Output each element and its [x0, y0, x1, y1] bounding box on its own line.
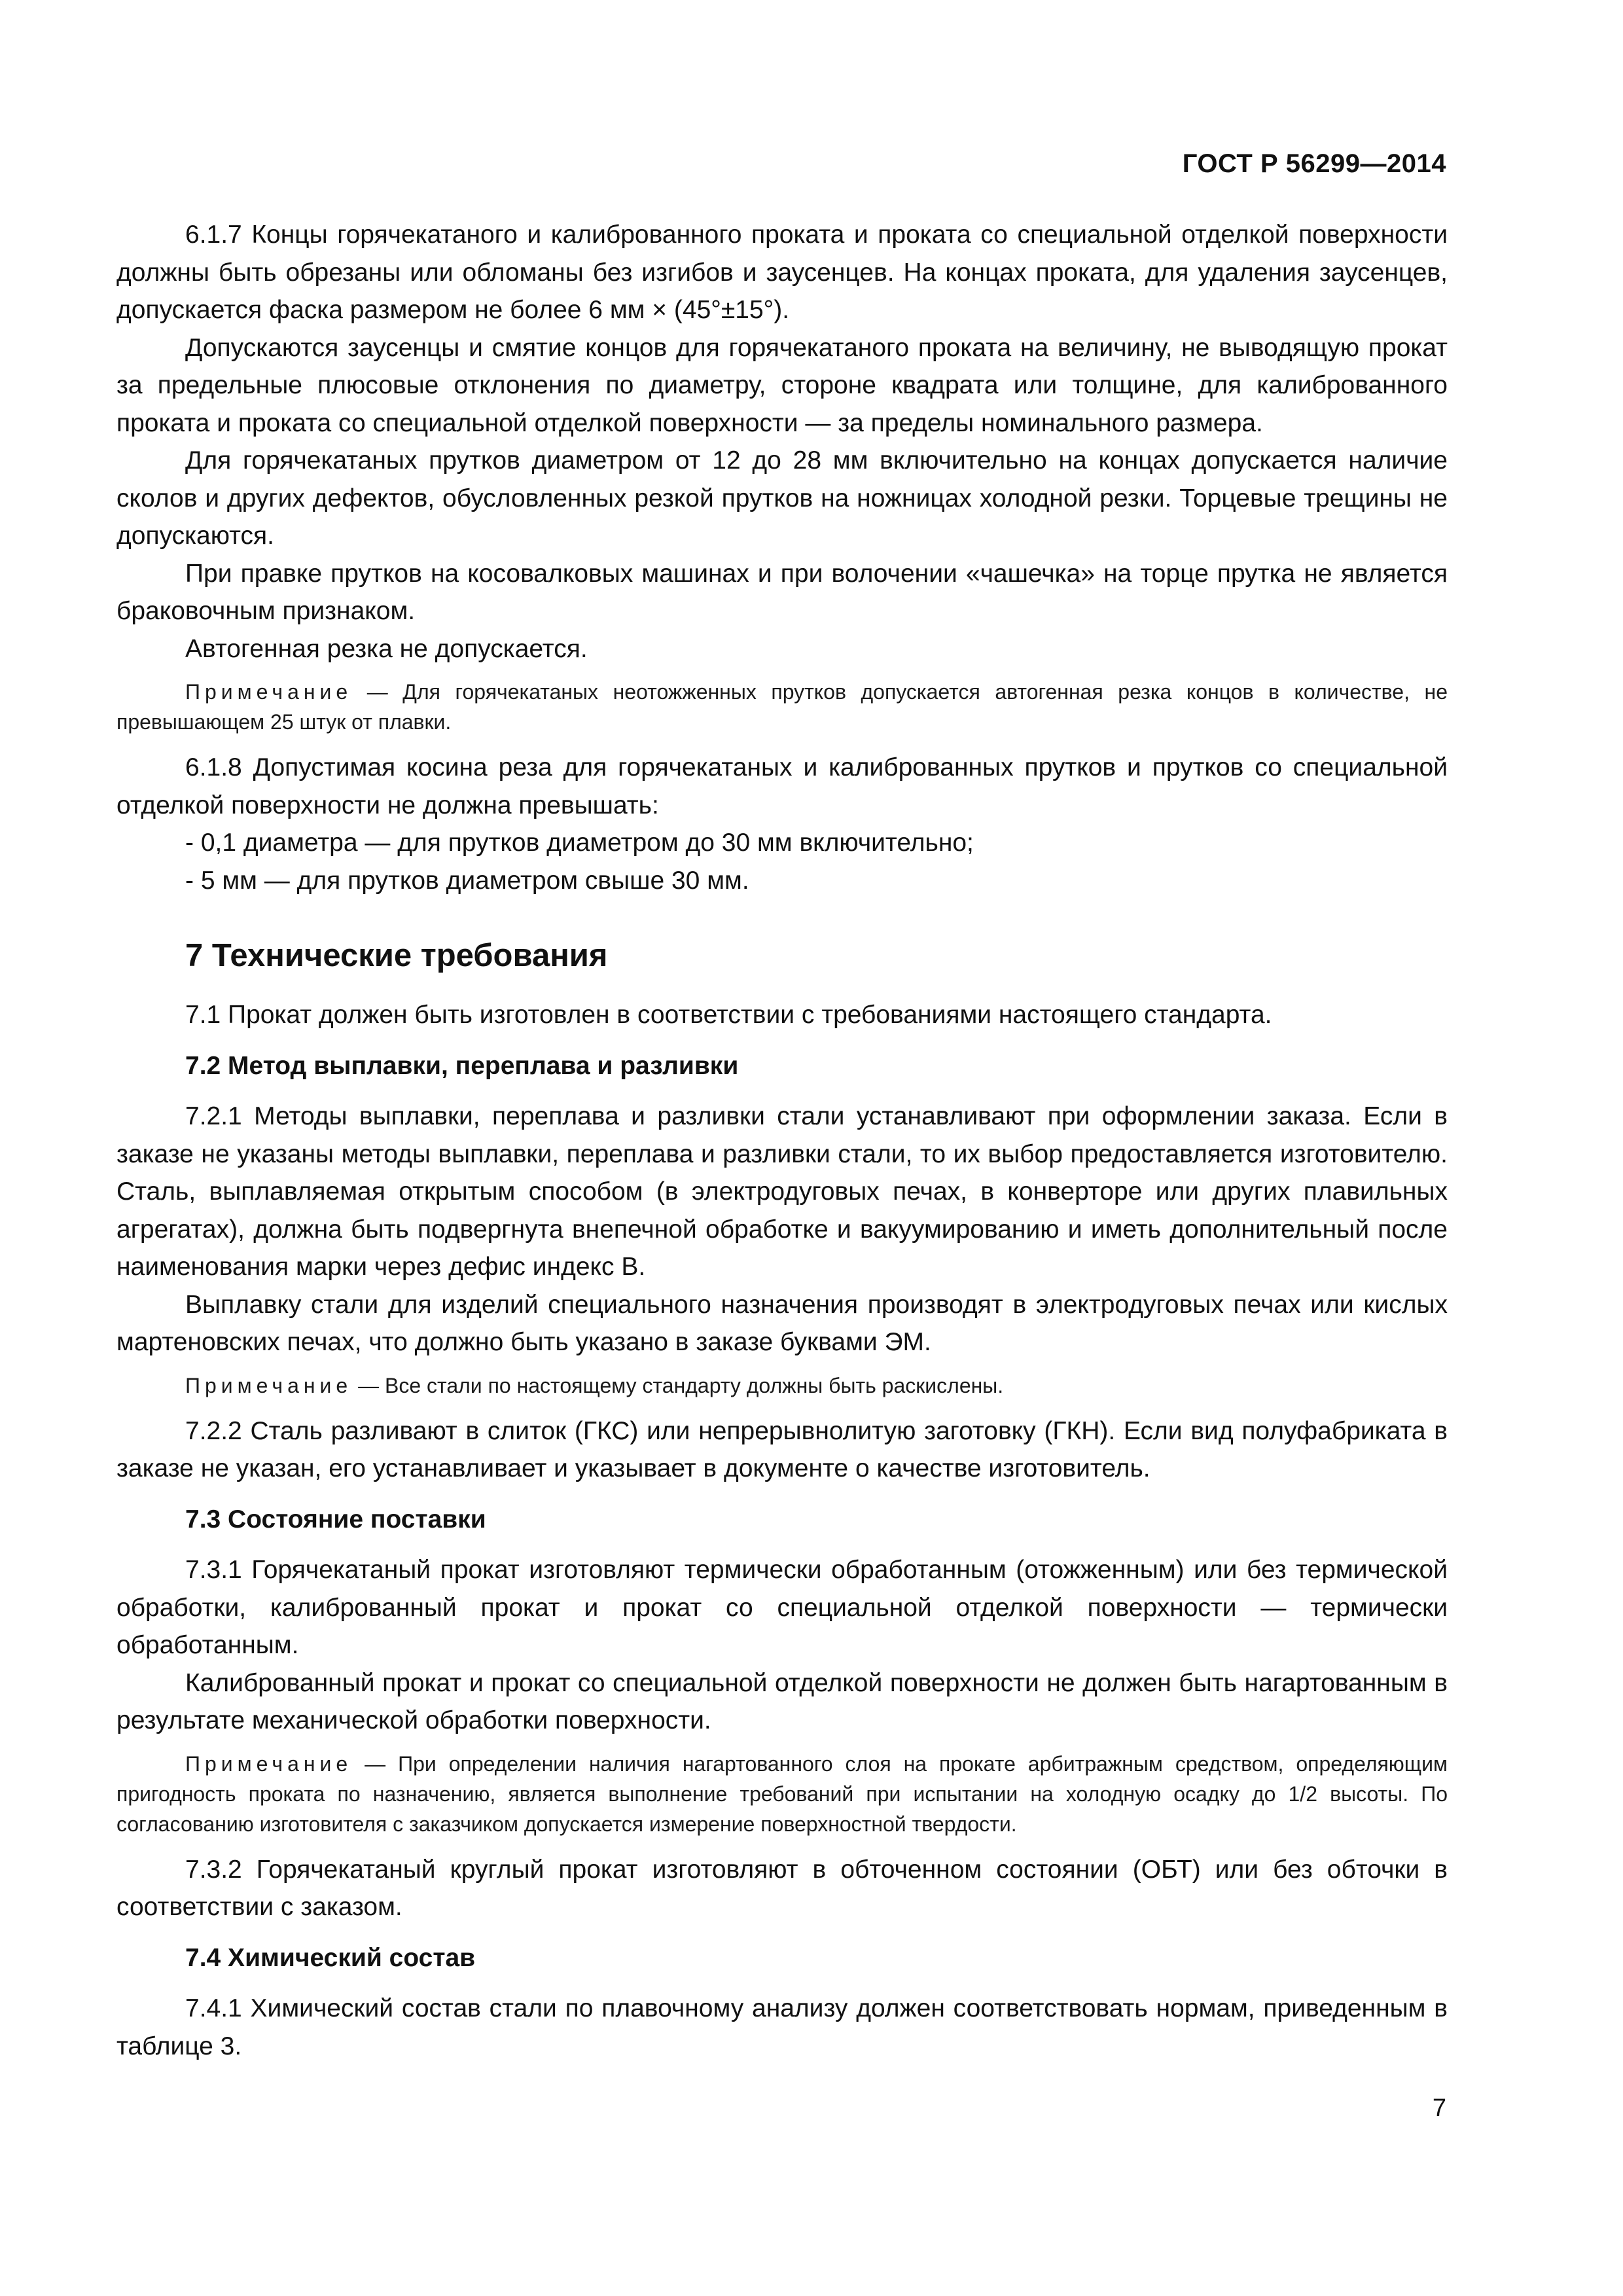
note-3	[116, 1749, 1448, 1839]
subsection-heading-7-3: 7.3 Состояние поставки	[185, 1505, 486, 1534]
note-label: Примечание	[185, 680, 353, 704]
page-content	[116, 216, 1448, 2065]
note-2	[116, 1371, 1448, 1401]
subsection-heading-7-2: 7.2 Метод выплавки, переплава и разливки	[185, 1051, 739, 1080]
note-text: — Все стали по настоящему стандарту должны быть раскислены.	[352, 1373, 1004, 1397]
note-text: — Для горячекатаных неотожженных прутков допускается автогенная резка концов в количестве, не превышающем 25 штук от плавки.	[116, 680, 1448, 734]
note-text: — При определении наличия нагартованного слоя на прокате арбитражным средством, определяющим пригодность проката по назначению, является выполнение требований при испытании на холодную осадку до 1/2 высоты. По согласованию изготовителя с заказчиком допускается измерение поверхностной твердости.	[116, 1751, 1448, 1836]
clause-7-2-2: 7.2.2 Сталь разливают в слиток (ГКС) или непрерывнолитую заготовку (ГКН). Если вид полуфабриката в заказе не указан, его устанавливает и указывает в документе о качестве изготовитель.	[116, 1416, 1448, 1482]
clause-6-1-7-para-5: Автогенная резка не допускается.	[185, 634, 588, 663]
list-item: - 0,1 диаметра — для прутков диаметром до 30 мм включительно;	[185, 829, 974, 857]
clause-7-3-2: 7.3.2 Горячекатаный круглый прокат изготовляют в обточенном состоянии (ОБТ) или без обточки в соответствии с заказом.	[116, 1855, 1448, 1921]
clause-7-3-1: 7.3.1 Горячекатаный прокат изготовляют термически обработанным (отожженным) или без термической обработки, калиброванный прокат и прокат со специальной отделкой поверхности — термически обработанным.	[116, 1556, 1448, 1659]
clause-6-1-7-para-4: При правке прутков на косовалковых машинах и при волочении «чашечка» на торце прутка не является браковочным признаком.	[116, 559, 1448, 625]
clause-6-1-8: 6.1.8 Допустимая косина реза для горячекатаных и калиброванных прутков и прутков со специальной отделкой поверхности не должна превышать:	[116, 753, 1448, 819]
clause-6-1-7: 6.1.7 Концы горячекатаного и калиброванного проката и проката со специальной отделкой поверхности должны быть обрезаны или обломаны без изгибов и заусенцев. На концах проката, для удаления заусенцев, допускается фаска размером не более 6 мм × (45°±15°).	[116, 221, 1448, 324]
clause-6-1-7-para-3: Для горячекатаных прутков диаметром от 12 до 28 мм включительно на концах допускается наличие сколов и других дефектов, обусловленных резкой прутков на ножницах холодной резки. Торцевые трещины не допускаются.	[116, 446, 1448, 550]
page-number: 7	[1432, 2094, 1446, 2122]
clause-7-2-1: 7.2.1 Методы выплавки, переплава и разливки стали устанавливают при оформлении заказа. Если в заказе не указаны методы выплавки, переплава и разливки стали, то их выбор предоставляется изготовителю. Сталь, выплавляемая открытым способом (в электродуговых печах, в конверторе или других плавильных агрегатах), должна быть подвергнута внепечной обработке и вакуумированию и иметь дополнительный после наименования марки через дефис индекс В.	[116, 1102, 1448, 1281]
clause-7-1: 7.1 Прокат должен быть изготовлен в соответствии с требованиями настоящего стандарта.	[185, 1001, 1272, 1029]
clause-7-2-1-para-2: Выплавку стали для изделий специального назначения производят в электродуговых печах или кислых мартеновских печах, что должно быть указано в заказе буквами ЭМ.	[116, 1290, 1448, 1356]
note-1	[116, 677, 1448, 737]
list-item: - 5 мм — для прутков диаметром свыше 30 мм.	[185, 866, 749, 895]
document-code-header: ГОСТ Р 56299—2014	[1182, 149, 1446, 178]
subsection-heading-7-4: 7.4 Химический состав	[185, 1943, 476, 1972]
clause-7-4-1: 7.4.1 Химический состав стали по плавочному анализу должен соответствовать нормам, приведенным в таблице 3.	[116, 1994, 1448, 2060]
note-label: Примечание	[185, 1373, 353, 1397]
clause-7-3-1-para-2: Калиброванный прокат и прокат со специальной отделкой поверхности не должен быть нагартованным в результате механической обработки поверхности.	[116, 1668, 1448, 1734]
note-label: Примечание	[185, 1751, 353, 1776]
section-heading-7: 7 Технические требования	[185, 938, 608, 973]
clause-6-1-7-para-2: Допускаются заусенцы и смятие концов для горячекатаного проката на величину, не выводящую прокат за предельные плюсовые отклонения по диаметру, стороне квадрата или толщине, для калиброванного проката и проката со специальной отделкой поверхности — за пределы номинального размера.	[116, 333, 1448, 437]
